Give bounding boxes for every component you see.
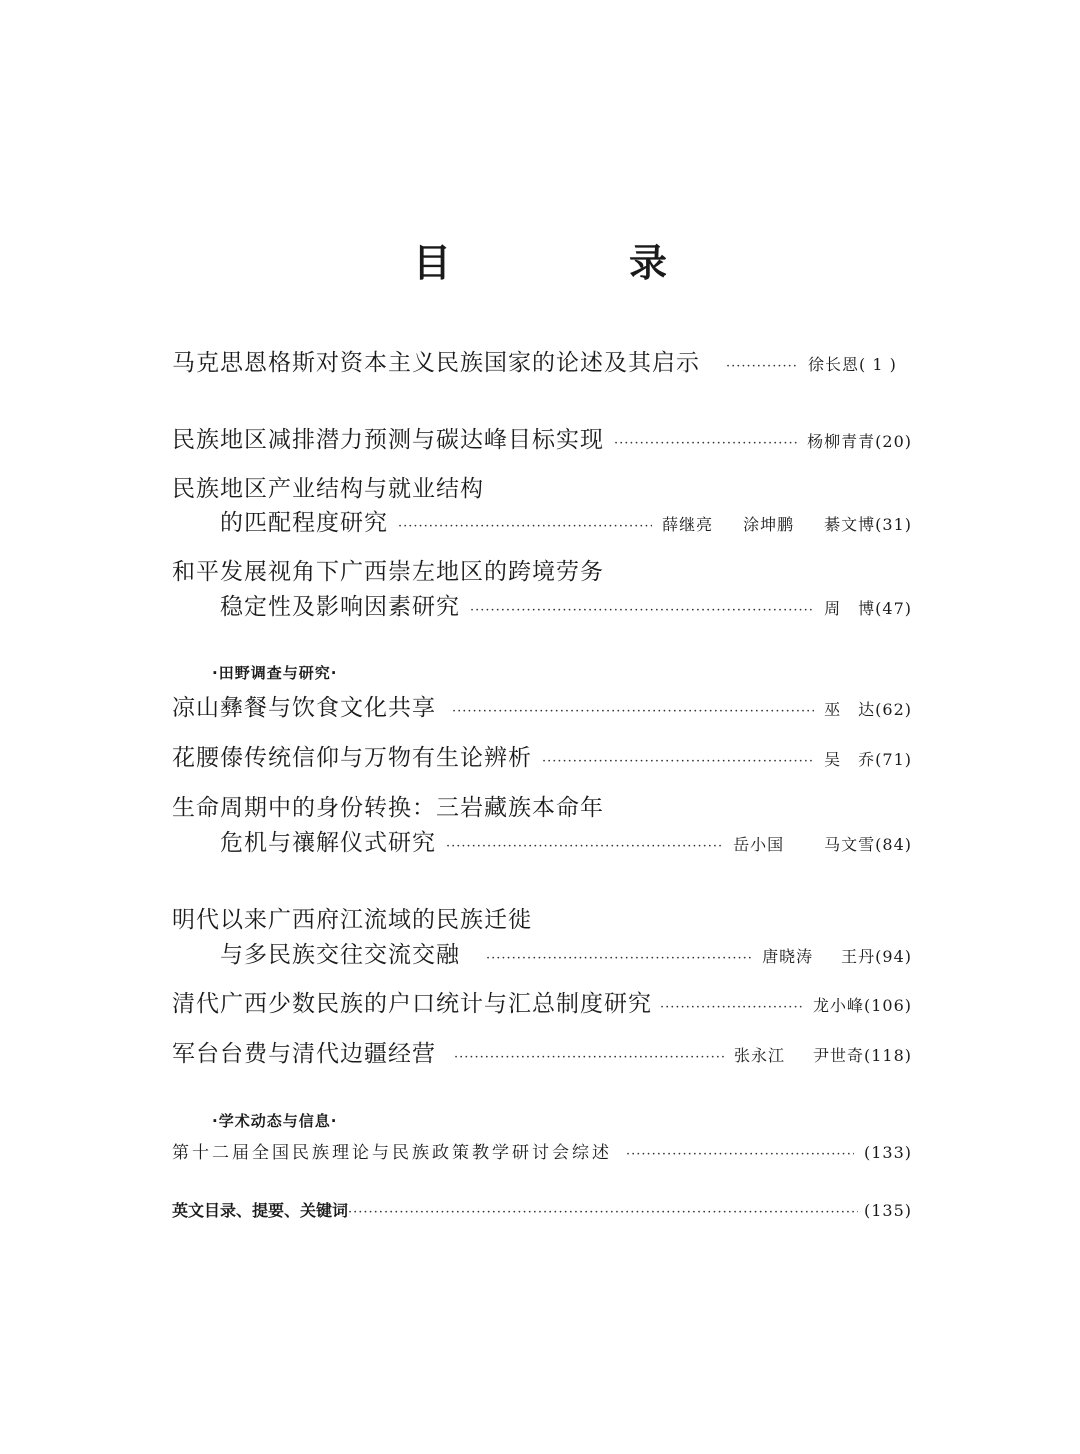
entry-title: 第十二届全国民族理论与民族政策教学研讨会综述 (172, 1143, 612, 1163)
entry-authors (734, 1043, 912, 1066)
section-heading: ·田野调查与研究· (212, 664, 338, 682)
dot-leader (660, 1000, 803, 1015)
author-name: 尹世奇 (812, 1046, 864, 1065)
toc-entry (220, 588, 912, 621)
page-number: (133) (863, 1143, 912, 1162)
dot-leader (486, 951, 752, 966)
page-title: 目 录 (412, 241, 737, 285)
dot-leader (398, 519, 652, 534)
dot-leader (454, 1050, 724, 1065)
toc-entry (220, 936, 912, 969)
dot-leader (542, 754, 814, 769)
author-name: 马文雪 (824, 835, 876, 854)
author-name: 巫 达 (824, 700, 876, 719)
author-name: 涂坤鹏 (743, 515, 795, 534)
entry-authors (813, 993, 912, 1016)
page-number: (71) (875, 750, 912, 769)
entry-title-line1: 生命周期中的身份转换：三岩藏族本命年 (172, 795, 604, 821)
page-number: (84) (875, 835, 912, 854)
toc-entry (172, 1198, 912, 1221)
author-name: 杨柳青青 (807, 432, 876, 451)
entry-authors (808, 352, 897, 375)
entry-title-line1: 和平发展视角下广西崇左地区的跨境劳务 (172, 559, 604, 585)
page-number: (106) (863, 996, 912, 1015)
entry-authors (762, 944, 912, 967)
toc-entry (220, 504, 912, 537)
author-name: 周 博 (824, 599, 876, 618)
author-name: 张永江 (733, 1046, 785, 1065)
entry-title: 马克思恩格斯对资本主义民族国家的论述及其启示 (172, 350, 700, 376)
toc-entry (172, 421, 912, 454)
toc-entry (220, 824, 912, 857)
page-number: (118) (863, 1046, 912, 1065)
entry-authors (807, 429, 912, 452)
entry-authors (824, 747, 912, 770)
page-number: ( 1 ) (859, 355, 897, 374)
dot-leader (470, 603, 814, 618)
dot-leader (452, 704, 814, 719)
entry-title: 花腰傣传统信仰与万物有生论辨析 (172, 745, 532, 771)
toc-entry (172, 985, 912, 1018)
dot-leader (446, 839, 723, 854)
author-name: 龙小峰 (812, 996, 864, 1015)
page-number: (94) (875, 947, 912, 966)
entry-title: 军台台费与清代边疆经营 (172, 1041, 436, 1067)
entry-authors (733, 832, 912, 855)
page-number: (31) (875, 515, 912, 534)
author-name: 綦文博 (824, 515, 876, 534)
entry-title: 凉山彝餐与饮食文化共享 (172, 695, 436, 721)
entry-title-line2: 与多民族交往交流交融 (220, 942, 460, 968)
page-number: (135) (863, 1201, 912, 1220)
entry-authors (824, 596, 912, 619)
toc-entry (172, 344, 912, 377)
entry-title-line1: 明代以来广西府江流域的民族迁徙 (172, 907, 532, 933)
toc-entry (172, 1138, 912, 1163)
section-heading: ·学术动态与信息· (212, 1112, 338, 1130)
author-name: 唐晓涛 (762, 947, 814, 966)
entry-authors (662, 512, 912, 535)
dot-leader (726, 359, 798, 374)
entry-authors (824, 697, 912, 720)
author-name: 徐长恩 (808, 355, 860, 374)
entry-title-line2: 危机与禳解仪式研究 (220, 830, 436, 856)
author-name: 吴 乔 (824, 750, 876, 769)
dot-leader (626, 1147, 854, 1162)
entry-title: 清代广西少数民族的户口统计与汇总制度研究 (172, 991, 652, 1017)
toc-entry (172, 689, 912, 722)
page-number: (62) (875, 700, 912, 719)
entry-title: 英文目录、提要、关键词 (172, 1201, 349, 1220)
dot-leader (614, 436, 797, 451)
entry-title: 民族地区减排潜力预测与碳达峰目标实现 (172, 427, 604, 453)
page-number: (47) (875, 599, 912, 618)
toc-entry (172, 739, 912, 772)
page-number: (20) (875, 432, 912, 451)
author-name: 薛继亮 (662, 515, 714, 534)
entry-title-line2: 稳定性及影响因素研究 (220, 594, 460, 620)
toc-entry (172, 1035, 912, 1068)
entry-title-line1: 民族地区产业结构与就业结构 (172, 476, 484, 502)
entry-title-line2: 的匹配程度研究 (220, 510, 388, 536)
author-name: 王丹 (841, 947, 876, 966)
dot-leader (348, 1205, 858, 1220)
author-name: 岳小国 (733, 835, 785, 854)
